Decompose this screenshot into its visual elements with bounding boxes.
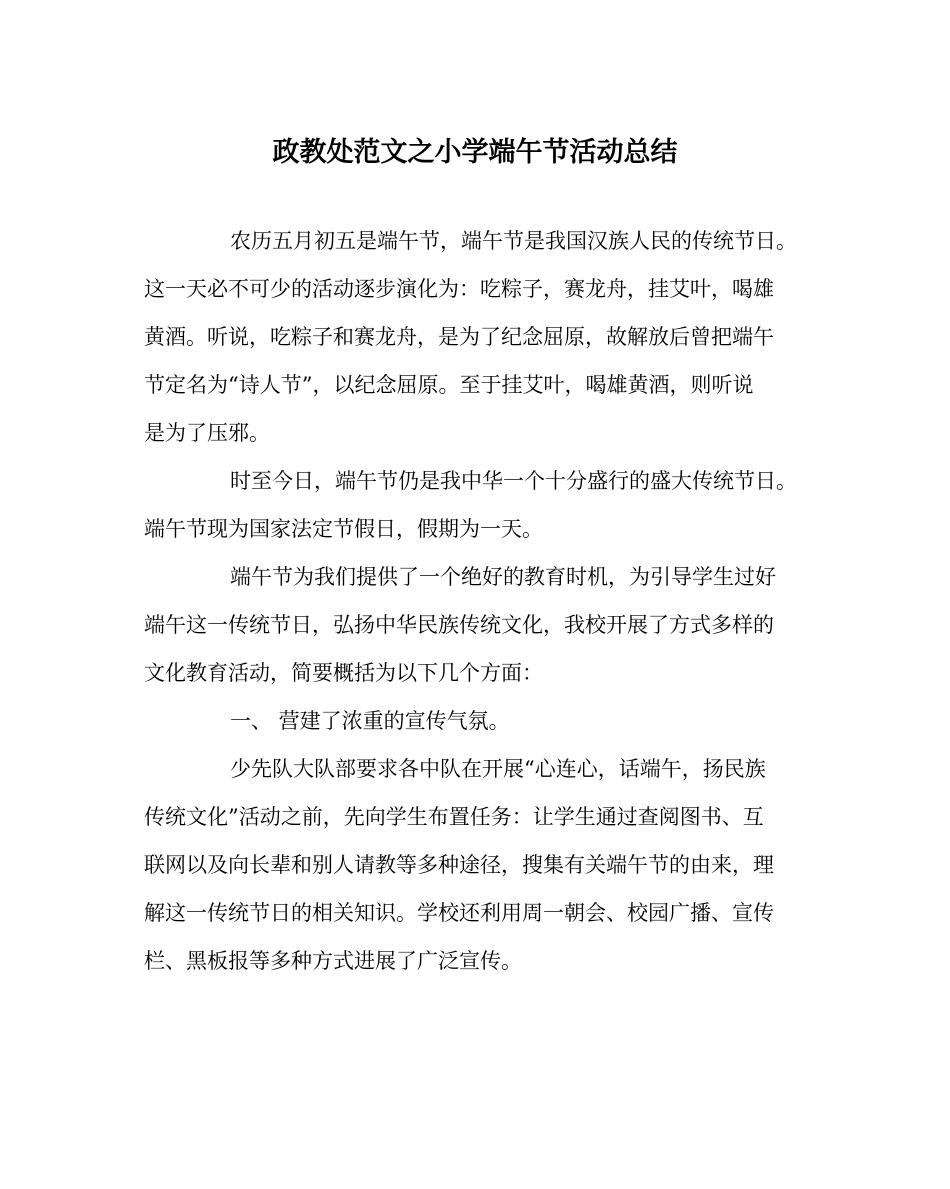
paragraph-line: 端午节为我们提供了一个绝好的教育时机，为引导学生过好 [230,565,776,589]
paragraph-line: 栏、黑板报等多种方式进展了广泛宣传。 [144,949,522,973]
paragraph-line: 解这一传统节日的相关知识。学校还利用周一朝会、校园广播、宣传 [144,901,774,925]
paragraph-line: 联网以及向长辈和别人请教等多种途径，搜集有关端午节的由来，理 [144,853,774,877]
paragraph-line: 是为了压邪。 [144,421,270,445]
paragraph-line: 文化教育活动，简要概括为以下几个方面： [144,661,543,685]
paragraph-line: 这一天必不可少的活动逐步演化为：吃粽子，赛龙舟，挂艾叶，喝雄 [144,277,774,301]
paragraph-line: 端午这一传统节日，弘扬中华民族传统文化，我校开展了方式多样的 [144,613,774,637]
paragraph-line: 少先队大队部要求各中队在开展“心连心，话端午，扬民族 [230,757,766,781]
paragraph-line: 农历五月初五是端午节，端午节是我国汉族人民的传统节日。 [230,229,797,253]
paragraph-line: 节定名为“诗人节”，以纪念屈原。至于挂艾叶，喝雄黄酒，则听说 [144,373,754,397]
paragraph-line: 传统文化”活动之前，先向学生布置任务：让学生通过查阅图书、互 [144,805,764,829]
section-heading: 一、 营建了浓重的宣传气氛。 [230,709,510,733]
paragraph-line: 黄酒。听说，吃粽子和赛龙舟，是为了纪念屈原，故解放后曾把端午 [144,325,774,349]
document-title: 政教处范文之小学端午节活动总结 [272,137,678,168]
paragraph-line: 时至今日，端午节仍是我中华一个十分盛行的盛大传统节日。 [230,469,797,493]
paragraph-line: 端午节现为国家法定节假日，假期为一天。 [144,517,543,541]
